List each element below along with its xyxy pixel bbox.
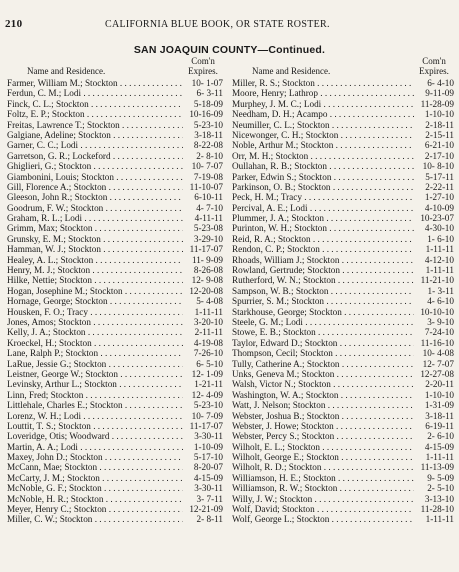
list-item (7, 411, 223, 421)
list-item (7, 244, 223, 254)
list-item (7, 130, 223, 140)
list-item (7, 88, 223, 98)
entry-name: McNoble, H. R.; Stockton . . . (7, 494, 183, 504)
list-item (232, 78, 454, 88)
list-item (232, 182, 454, 192)
name-heading: Name and Residence. (27, 66, 106, 76)
entry-expires: 1-11-11 (183, 307, 223, 317)
entry-expires: 12- 1-09 (183, 369, 223, 379)
list-item (7, 494, 223, 504)
list-item (232, 213, 454, 223)
entry-name: Neumiller, C. L.; Stockton . . . (232, 120, 414, 130)
entry-expires: 11-13-09 (414, 462, 454, 472)
entry-name: Kroeckel, H.; Stockton . . . (7, 338, 183, 348)
expires-heading (414, 56, 454, 76)
left-entry-list (7, 78, 223, 525)
entry-expires: 9- 5-09 (414, 473, 454, 483)
entry-name: Wilholt, George E.; Stockton . . . (232, 452, 414, 462)
list-item (232, 172, 454, 182)
name-heading: Name and Residence. (252, 66, 331, 76)
entry-name: Leistner, George W.; Stockton . . . (7, 369, 183, 379)
entry-name: McCann, Mae; Stockton . . . (7, 462, 183, 472)
entry-name: Levinsky, Arthur L.; Stockton . . . (7, 379, 183, 389)
list-item (7, 151, 223, 161)
entry-expires: 12-20-08 (183, 286, 223, 296)
entry-expires: 11-28-09 (414, 99, 454, 109)
entry-name: Ferdun, C. M.; Lodi . . . (7, 88, 183, 98)
entry-expires: 10-10-10 (414, 307, 454, 317)
entry-name: Farmer, William M.; Stockton . . . (7, 78, 183, 88)
list-item (232, 265, 454, 275)
section-title: SAN JOAQUIN COUNTY—Continued. (133, 44, 326, 56)
entry-name: Webster, Joshua B.; Stockton . . . (232, 411, 414, 421)
entry-name: Wilholt, R. D.; Stockton . . . (232, 462, 414, 472)
entry-name: Kelly, J. A.; Stockton . . . (7, 327, 183, 337)
entry-expires: 1- 3-11 (414, 286, 454, 296)
entry-name: Garner, C. C.; Lodi . . . (7, 140, 183, 150)
entry-expires: 11-16-10 (414, 338, 454, 348)
entry-expires: 10- 7-07 (183, 161, 223, 171)
entry-expires: 2-20-11 (414, 379, 454, 389)
list-item (232, 390, 454, 400)
list-item (7, 379, 223, 389)
entry-name: Lane, Ralph P.; Stockton . . . (7, 348, 183, 358)
entry-name: Wolf, George L.; Stockton . . . (232, 514, 414, 524)
entry-name: Maxey, John D.; Stockton . . . (7, 452, 183, 462)
entry-expires: 10- 1-07 (183, 78, 223, 88)
list-item (232, 307, 454, 317)
entry-expires: 6-19-11 (414, 421, 454, 431)
list-item (7, 442, 223, 452)
entry-name: Linn, Fred; Stockton . . . (7, 390, 183, 400)
entry-name: Martin, A. A.; Lodi . . . (7, 442, 183, 452)
list-item (232, 317, 454, 327)
list-item (7, 421, 223, 431)
entry-name: Giambonini, Louis; Stockton . . . (7, 172, 183, 182)
entry-expires: 2- 5-10 (414, 483, 454, 493)
list-item (232, 411, 454, 421)
list-item (7, 109, 223, 119)
entry-name: Wilholt, E. L.; Stockton . . . (232, 442, 414, 452)
list-item (7, 462, 223, 472)
list-item (7, 296, 223, 306)
entry-expires: 4- 6-10 (414, 296, 454, 306)
list-item (7, 265, 223, 275)
entry-expires: 3-29-10 (183, 234, 223, 244)
list-item (7, 452, 223, 462)
entry-name: Housken, F. O.; Tracy . . . (7, 307, 183, 317)
entry-name: Webster, J. Howe; Stockton . . . (232, 421, 414, 431)
entry-expires: 1-10-10 (414, 390, 454, 400)
entry-expires: 6- 3-11 (183, 88, 223, 98)
entry-expires: 4-11-11 (183, 213, 223, 223)
entry-expires: 1-11-11 (414, 514, 454, 524)
entry-expires: 4-15-09 (414, 442, 454, 452)
list-item (232, 275, 454, 285)
entry-expires: 2- 8-10 (183, 151, 223, 161)
entry-name: Hornage, George; Stockton . . . (7, 296, 183, 306)
entry-name: Oullahan, R. B.; Stockton . . . (232, 161, 414, 171)
entry-expires: 12- 7-07 (414, 359, 454, 369)
list-item (7, 120, 223, 130)
entry-name: Louttit, T. S.; Stockton . . . (7, 421, 183, 431)
list-item (7, 359, 223, 369)
entry-expires: 3-30-11 (183, 431, 223, 441)
entry-name: Littlehale, Charles E.; Stockton . . . (7, 400, 183, 410)
entry-expires: 10-23-07 (414, 213, 454, 223)
entry-expires: 7-19-08 (183, 172, 223, 182)
list-item (7, 78, 223, 88)
expires-heading-line2: Expires. (419, 66, 449, 76)
entry-expires: 4-12-10 (414, 255, 454, 265)
entry-name: Grimm, Max; Stockton . . . (7, 223, 183, 233)
entry-name: LaRue, Jessie G.; Stockton . . . (7, 359, 183, 369)
list-item (7, 99, 223, 109)
right-entry-list (232, 78, 454, 525)
entry-name: Hamman, W. J.; Stockton . . . (7, 244, 183, 254)
entry-expires: 2- 6-10 (414, 431, 454, 441)
list-item (232, 431, 454, 441)
list-item (232, 359, 454, 369)
list-item (232, 452, 454, 462)
entry-name: Rowland, Gertrude; Stockton . . . (232, 265, 414, 275)
list-item (7, 286, 223, 296)
entry-name: Parker, Edwin S.; Stockton . . . (232, 172, 414, 182)
list-item (232, 109, 454, 119)
entry-expires: 11-17-07 (183, 244, 223, 254)
entry-expires: 9-11-09 (414, 88, 454, 98)
list-item (232, 462, 454, 472)
entry-expires: 12-21-09 (183, 504, 223, 514)
entry-name: Gleeson, John R.; Stockton . . . (7, 192, 183, 202)
expires-heading-line2: Expires. (188, 66, 218, 76)
entry-expires: 8-22-08 (183, 140, 223, 150)
entry-name: Taylor, Edward D.; Stockton . . . (232, 338, 414, 348)
list-item (232, 296, 454, 306)
entry-expires: 5-18-09 (183, 99, 223, 109)
list-item (7, 307, 223, 317)
entry-expires: 5-17-10 (183, 452, 223, 462)
list-item (232, 99, 454, 109)
entry-name: Stowe, E. B.; Stockton . . . (232, 327, 414, 337)
entry-name: Rendon, C. P.; Stockton . . . (232, 244, 414, 254)
entry-expires: 11-17-07 (183, 421, 223, 431)
entry-expires: 4- 7-10 (183, 203, 223, 213)
entry-name: McNoble, G. F.; Stockton . . . (7, 483, 183, 493)
list-item (232, 494, 454, 504)
entry-name: Webster, Percy S.; Stockton . . . (232, 431, 414, 441)
entry-expires: 11- 9-09 (183, 255, 223, 265)
list-item (232, 348, 454, 358)
entry-expires: 4-19-08 (183, 338, 223, 348)
expires-heading (183, 56, 223, 76)
entry-name: Hilke, Nettie; Stockton . . . (7, 275, 183, 285)
entry-name: Parkinson, O. B.; Stockton . . . (232, 182, 414, 192)
entry-name: Percival, A. E.; Lodi . . . (232, 203, 414, 213)
entry-name: Peck, H. M.; Tracy . . . (232, 192, 414, 202)
entry-name: Washington, W. A.; Stockton . . . (232, 390, 414, 400)
entry-expires: 4-30-10 (414, 223, 454, 233)
list-item (232, 400, 454, 410)
entry-name: Needham, D. H.; Acampo . . . (232, 109, 414, 119)
entry-name: Miller, C. W.; Stockton . . . (7, 514, 183, 524)
entry-expires: 8-20-07 (183, 462, 223, 472)
right-column (232, 56, 454, 525)
page-number: 210 (5, 18, 23, 30)
list-item (7, 369, 223, 379)
entry-name: Noble, Arthur M.; Stockton . . . (232, 140, 414, 150)
entry-name: Garretson, G. R.; Lockeford . . . (7, 151, 183, 161)
entry-expires: 11-21-10 (414, 275, 454, 285)
list-item (232, 514, 454, 524)
entry-name: Plummer, J. A.; Stockton . . . (232, 213, 414, 223)
entry-name: Walsh, Victor N.; Stockton . . . (232, 379, 414, 389)
list-item (232, 369, 454, 379)
entry-expires: 6- 4-10 (414, 78, 454, 88)
entry-name: Spurrier, S. M.; Stockton . . . (232, 296, 414, 306)
list-item (232, 140, 454, 150)
entry-expires: 3-18-11 (183, 130, 223, 140)
entry-expires: 3- 9-10 (414, 317, 454, 327)
entry-expires: 4-10-09 (414, 203, 454, 213)
list-item (232, 161, 454, 171)
entry-name: Thompson, Cecil; Stockton . . . (232, 348, 414, 358)
entry-name: Reid, R. A.; Stockton . . . (232, 234, 414, 244)
entry-name: Rutherford, W. N.; Stockton . . . (232, 275, 414, 285)
list-item (7, 400, 223, 410)
list-item (7, 172, 223, 182)
list-item (7, 255, 223, 265)
entry-name: Tully, Catherine A.; Stockton . . . (232, 359, 414, 369)
entry-expires: 5-23-10 (183, 120, 223, 130)
entry-name: Miller, R. S.; Stockton . . . (232, 78, 414, 88)
entry-expires: 1-11-11 (414, 265, 454, 275)
entry-expires: 3-30-11 (183, 483, 223, 493)
entry-expires: 5-17-11 (414, 172, 454, 182)
list-item (232, 504, 454, 514)
list-item (7, 182, 223, 192)
entry-name: Henry, M. J.; Stockton . . . (7, 265, 183, 275)
entry-expires: 1-21-11 (183, 379, 223, 389)
entry-name: Jones, Amos; Stockton . . . (7, 317, 183, 327)
list-item (7, 431, 223, 441)
entry-name: Moore, Henry; Lathrop . . . (232, 88, 414, 98)
entry-name: Williamson, R. W.; Stockton . . . (232, 483, 414, 493)
expires-heading-line1: Com'n (422, 56, 446, 66)
entry-expires: 12- 4-09 (183, 390, 223, 400)
entry-expires: 1- 6-10 (414, 234, 454, 244)
entry-name: Ghiglieri, G.; Stockton . . . (7, 161, 183, 171)
entry-expires: 10- 8-10 (414, 161, 454, 171)
list-item (7, 275, 223, 285)
entry-name: Healey, A. L.; Stockton . . . (7, 255, 183, 265)
entry-name: Lorenz, W. H.; Lodi . . . (7, 411, 183, 421)
left-column-header (7, 56, 223, 78)
entry-expires: 10- 7-09 (183, 411, 223, 421)
entry-name: Nicewonger, C. H.; Stockton . . . (232, 130, 414, 140)
book-title: CALIFORNIA BLUE BOOK, OR STATE ROSTER. (105, 19, 330, 30)
entry-name: Galgiane, Adeline; Stockton . . . (7, 130, 183, 140)
entry-expires: 6-10-11 (183, 192, 223, 202)
list-item (7, 223, 223, 233)
entry-expires: 1-11-11 (414, 244, 454, 254)
entry-name: Graham, R. L.; Lodi . . . (7, 213, 183, 223)
entry-expires: 2-22-11 (414, 182, 454, 192)
entry-expires: 11-28-10 (414, 504, 454, 514)
entry-expires: 6- 5-10 (183, 359, 223, 369)
entry-expires: 10- 4-08 (414, 348, 454, 358)
entry-expires: 3- 7-11 (183, 494, 223, 504)
entry-name: Murphey, J. M. C.; Lodi . . . (232, 99, 414, 109)
list-item (232, 286, 454, 296)
entry-name: Wolf, David; Stockton . . . (232, 504, 414, 514)
entry-name: Foltz, E. P.; Stockton . . . (7, 109, 183, 119)
entry-name: Williamson, H. E.; Stockton . . . (232, 473, 414, 483)
entry-name: McCarty, J. M.; Stockton . . . (7, 473, 183, 483)
right-column-header (232, 56, 454, 78)
entry-name: Sampson, W. B.; Stockton . . . (232, 286, 414, 296)
entry-expires: 5-23-08 (183, 223, 223, 233)
entry-name: Freitas, Lawrence T.; Stockton . . . (7, 120, 183, 130)
entry-expires: 4-15-09 (183, 473, 223, 483)
list-item (7, 234, 223, 244)
entry-expires: 2-15-11 (414, 130, 454, 140)
entry-expires: 1-11-11 (414, 452, 454, 462)
entry-name: Willy, J. W.; Stockton . . . (232, 494, 414, 504)
list-item (232, 244, 454, 254)
entry-expires: 1-10-09 (183, 442, 223, 452)
entry-name: Starkhouse, George; Stockton . . . (232, 307, 414, 317)
entry-expires: 2-18-11 (414, 120, 454, 130)
list-item (7, 327, 223, 337)
list-item (7, 338, 223, 348)
entry-name: Unks, Geneva M.; Stockton . . . (232, 369, 414, 379)
list-item (232, 379, 454, 389)
entry-expires: 1-27-10 (414, 192, 454, 202)
list-item (7, 390, 223, 400)
list-item (232, 255, 454, 265)
list-item (232, 151, 454, 161)
entry-expires: 10-16-09 (183, 109, 223, 119)
entry-expires: 1-31-09 (414, 400, 454, 410)
entry-name: Rhoads, William J.; Stockton . . . (232, 255, 414, 265)
list-item (7, 317, 223, 327)
list-item (232, 327, 454, 337)
entry-name: Hogan, Josephine M.; Stockton . . . (7, 286, 183, 296)
entry-name: Grunsky, E. M.; Stockton . . . (7, 234, 183, 244)
entry-expires: 12- 9-08 (183, 275, 223, 285)
list-item (232, 192, 454, 202)
entry-expires: 3-18-11 (414, 411, 454, 421)
expires-heading-line1: Com'n (191, 56, 215, 66)
list-item (232, 473, 454, 483)
entry-expires: 8-26-08 (183, 265, 223, 275)
list-item (7, 473, 223, 483)
entry-expires: 2- 8-11 (183, 514, 223, 524)
entry-expires: 7-26-10 (183, 348, 223, 358)
list-item (232, 442, 454, 452)
entry-name: Finck, C. L.; Stockton . . . (7, 99, 183, 109)
entry-expires: 1-10-10 (414, 109, 454, 119)
list-item (7, 483, 223, 493)
list-item (232, 338, 454, 348)
list-item (232, 120, 454, 130)
entry-name: Gill, Florence A.; Stockton . . . (7, 182, 183, 192)
list-item (7, 514, 223, 524)
entry-name: Meyer, Henry C.; Stockton . . . (7, 504, 183, 514)
list-item (232, 223, 454, 233)
list-item (232, 203, 454, 213)
list-item (232, 130, 454, 140)
entry-name: Steele, G. M.; Lodi . . . (232, 317, 414, 327)
entry-expires: 5-23-10 (183, 400, 223, 410)
entry-expires: 5- 4-08 (183, 296, 223, 306)
entry-name: Purinton, W. H.; Stockton . . . (232, 223, 414, 233)
entry-name: Goodrum, F. W.; Stockton . . . (7, 203, 183, 213)
entry-expires: 7-24-10 (414, 327, 454, 337)
entry-expires: 3-13-10 (414, 494, 454, 504)
list-item (7, 504, 223, 514)
entry-expires: 3-20-10 (183, 317, 223, 327)
entry-name: Orr, M. H.; Stockton . . . (232, 151, 414, 161)
entry-expires: 12-27-08 (414, 369, 454, 379)
entry-expires: 2-11-11 (183, 327, 223, 337)
entry-name: Watt, J. Nelson; Stockton . . . (232, 400, 414, 410)
list-item (232, 421, 454, 431)
list-item (7, 348, 223, 358)
entry-expires: 2-17-10 (414, 151, 454, 161)
list-item (7, 203, 223, 213)
list-item (7, 161, 223, 171)
list-item (232, 234, 454, 244)
entry-expires: 6-21-10 (414, 140, 454, 150)
entry-expires: 11-10-07 (183, 182, 223, 192)
list-item (232, 483, 454, 493)
list-item (7, 213, 223, 223)
page-header (5, 18, 454, 32)
list-item (7, 140, 223, 150)
list-item (7, 192, 223, 202)
left-column (7, 56, 223, 525)
entry-name: Loveridge, Otis; Woodward . . . (7, 431, 183, 441)
list-item (232, 88, 454, 98)
